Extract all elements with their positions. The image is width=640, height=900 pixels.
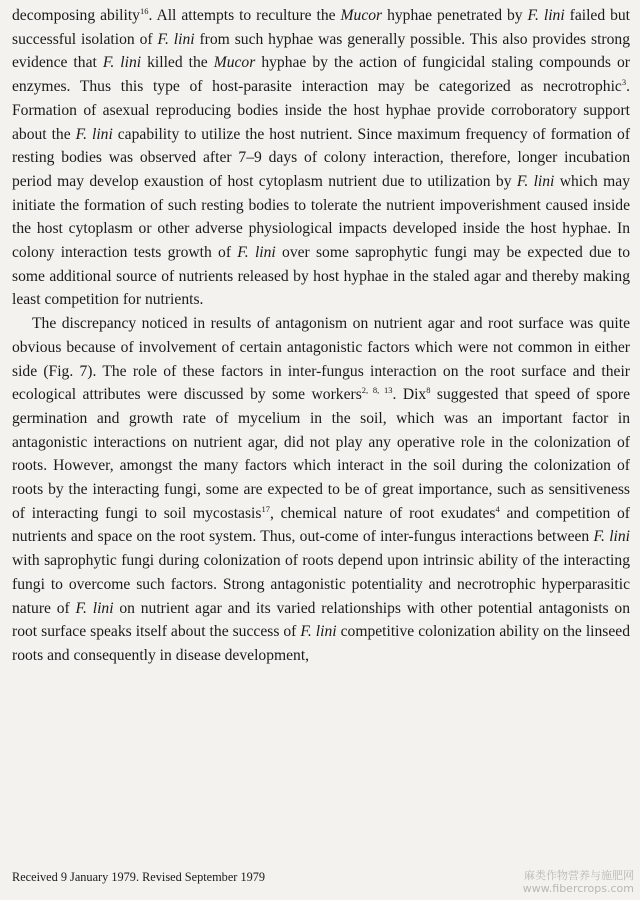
italic-species-name: F. lini [237,244,276,262]
citation-superscript: 3 [621,76,627,87]
paragraph-1 [12,4,630,312]
citation-superscript: 17 [261,503,270,514]
text-segment: decomposing ability [12,7,140,24]
text-segment: hyphae penetrated by [382,7,528,24]
text-segment: . All attempts to reculture the [148,7,341,24]
text-segment: over some saprophytic fungi may be expected due to some additional source of nutrients released by host hyphae in the staled agar and thereby making least competition for nutrients. [12,244,630,309]
italic-species-name: F. lini [75,599,114,617]
text-segment: hyphae by the action of fungicidal staling compounds or enzymes. Thus this type of host-parasite interaction may be categorized as necrotrophic [12,54,630,96]
italic-species-name: F. lini [102,54,142,72]
text-segment: competitive colonization ability on the linseed roots and consequently in disease development, [12,623,630,664]
text-segment: , chemical nature of root exudates [269,504,496,522]
text-segment: on nutrient agar and its varied relationships with other potential antagonists on root surface speaks itself about the success of [12,599,631,641]
watermark-url: www.fibercrops.com [522,882,634,895]
text-segment: killed the [141,54,214,72]
text-segment: . Formation of asexual reproducing bodies inside the host hyphae provide corroboratory support about the [12,78,630,143]
italic-species-name: F. lini [516,172,555,190]
received-date-note: Received 9 January 1979. Revised September 1979 [12,870,266,884]
citation-superscript: 8 [426,385,431,396]
italic-genus-name: Mucor [340,7,383,24]
paragraph-2 [12,312,630,668]
italic-species-name: F. lini [75,125,113,143]
text-segment: capability to utilize the host nutrient. Since maximum frequency of formation of resting bodies was observed after 7–9 days of colony interaction, therefore, longer incubation period may develop exaustion of host cytoplasm nutrient due to utilization by [12,125,631,190]
italic-genus-name: Mucor [213,54,256,72]
text-segment: with saprophytic fungi during colonization of roots depend upon intrinsic ability of the interacting fungi to overcome such factors. Strong antagonistic potentiality and necrotrophic hyperparasitic nature of [12,552,630,617]
article-body [12,4,630,668]
italic-species-name: F. lini [593,528,630,546]
text-segment: failed but successful isolation of [12,7,630,48]
citation-superscript: 4 [495,503,500,514]
italic-species-name: F. lini [157,30,195,48]
text-segment: . Dix [392,386,427,404]
text-segment: and competition of nutrients and space on the root system. Thus, out-come of inter-fungus interactions between [12,504,630,546]
text-segment: The discrepancy noticed in results of antagonism on nutrient agar and root surface was quite obvious because of involvement of certain antagonistic factors which were not common in either side (Fig. 7). The role of these factors in inter-fungus interaction on the root surface and their ecological attributes were discussed by some workers [12,315,630,404]
text-segment: which may initiate the formation of such resting bodies to tolerate the nutrient impoverishment caused inside the host cytoplasm or other adverse physiological impacts developed inside the host hyphae. In colony interaction tests growth of [12,172,630,262]
citation-superscript: 2, 8, 13 [361,385,393,396]
site-watermark [523,869,634,895]
text-segment: from such hyphae was generally possible. This also provides strong evidence that [12,30,631,72]
text-segment: suggested that speed of spore germination and growth rate of mycelium in the soil, which was an important factor in antagonistic interactions on nutrient agar, did not play any operative role in the colonization of roots. However, amongst the many factors which interact in the soil during the colonization of roots by the interacting fungi, some are expected to be of great importance, such as sensitiveness of interacting fungi to soil mycostasis [12,386,630,522]
italic-species-name: F. lini [527,7,565,24]
watermark-site-name: 麻类作物营养与施肥网 [524,869,634,882]
italic-species-name: F. lini [300,623,337,641]
citation-superscript: 16 [139,5,149,16]
